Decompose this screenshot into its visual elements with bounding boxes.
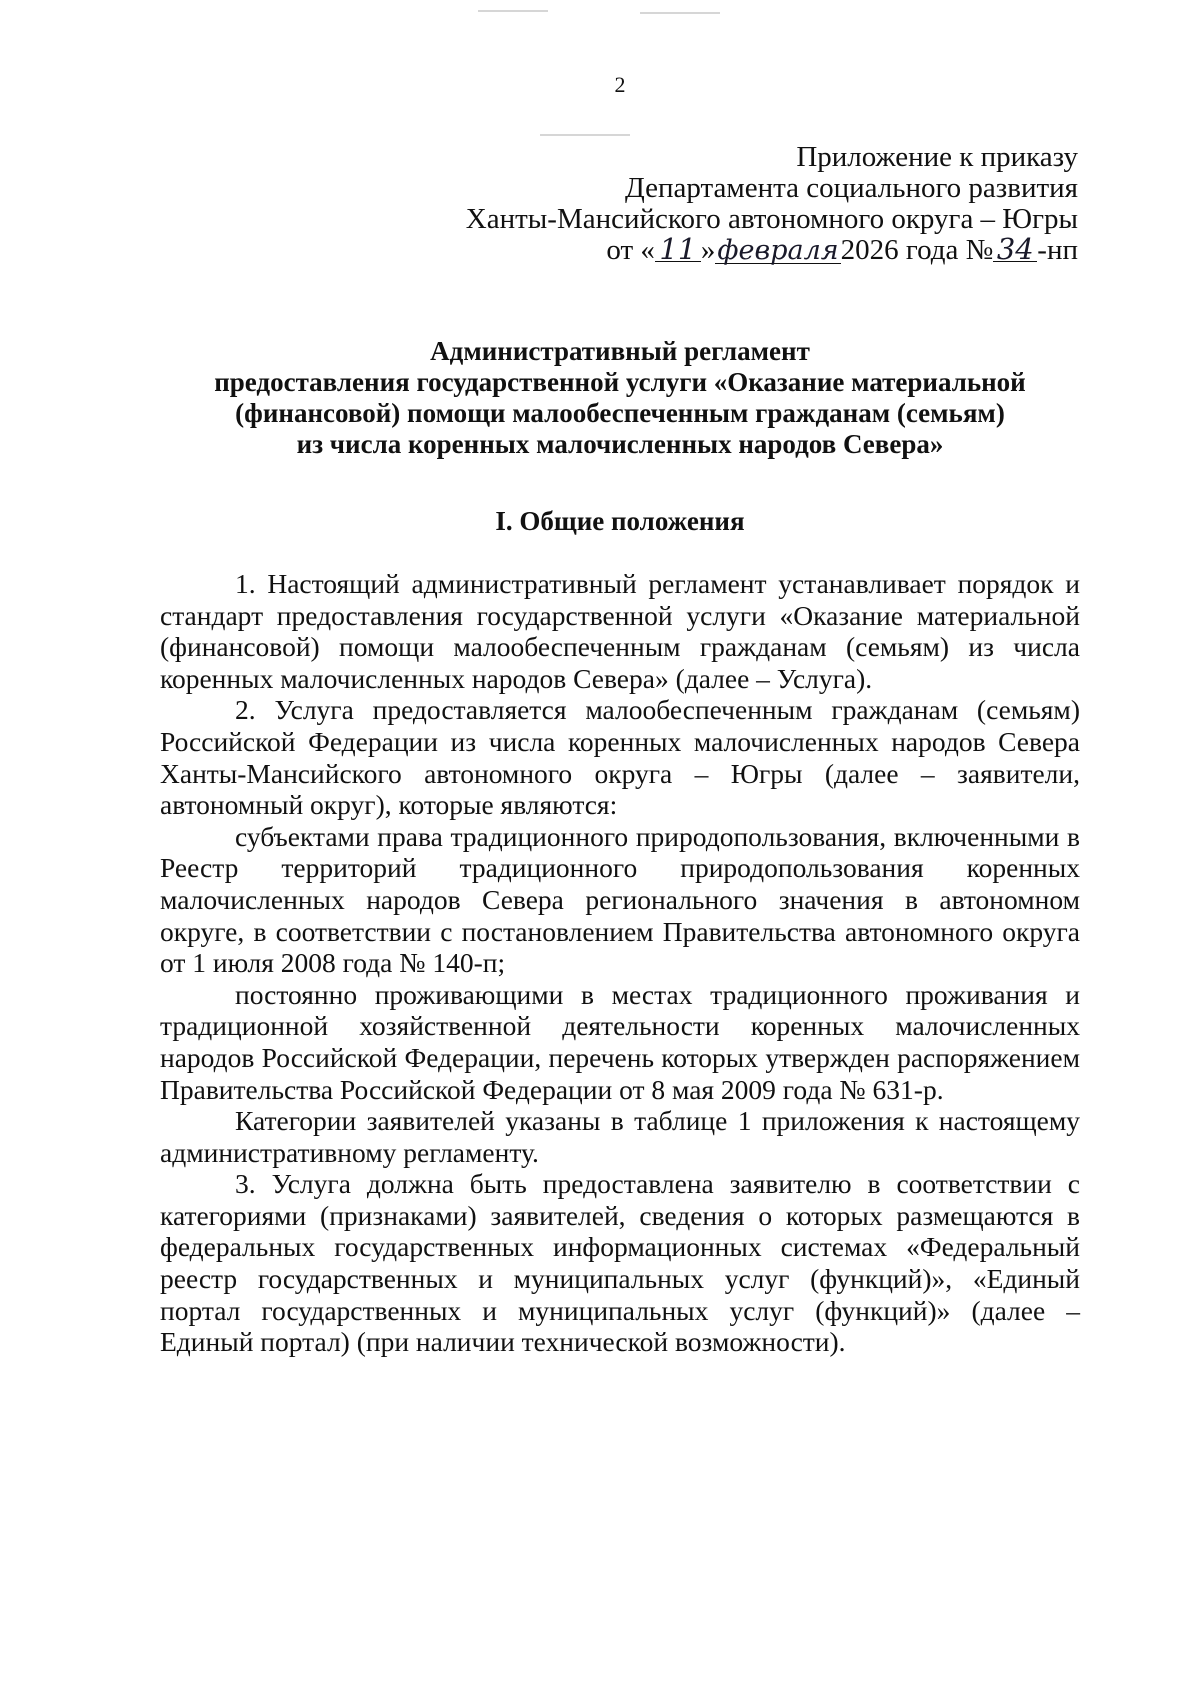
paragraph-6: 3. Услуга должна быть предоставлена заявителю в соответствии с категориями (признаками) заявителей, сведения о которых размещаются в федеральных государственных информационных системах «Федеральный реестр государственных и муниципальных услуг (функций)», «Единый портал государственных и муниципальных услуг (функций)» (далее – Единый портал) (при наличии технической возможности).: [160, 1168, 1080, 1358]
section-heading: I. Общие положения: [495, 506, 745, 536]
paragraph-4: постоянно проживающими в местах традиционного проживания и традиционной хозяйственной деятельности коренных малочисленных народов Российской Федерации, перечень которых утвержден распоряжением Правительства Российской Федерации от 8 мая 2009 года № 631-р.: [160, 978, 1080, 1105]
handwritten-month: февраля: [717, 235, 839, 266]
paragraph-3: субъектами права традиционного природопользования, включенными в Реестр территорий традиционного природопользования коренных малочисленных народов Севера регионального значения в автономном округе, в соответствии с постановлением Правительства автономного округа от 1 июля 2008 года № 140-п;: [160, 820, 1080, 979]
title-line-2: предоставления государственной услуги «Оказание материальной: [214, 367, 1026, 397]
paragraph-5: Категории заявителей указаны в таблице 1 приложения к настоящему административному регламенту.: [160, 1105, 1080, 1168]
approval-line-4: [378, 232, 1078, 266]
date-middle: »: [700, 234, 716, 266]
title-line-4: из числа коренных малочисленных народов Севера»: [296, 429, 944, 459]
body-text: [160, 568, 1080, 1358]
paragraph-2: 2. Услуга предоставляется малообеспеченным гражданам (семьям) Российской Федерации из числа коренных малочисленных народов Севера Ханты-Мансийского автономного округа – Югры (далее – заявители, автономный округ), которые являются:: [160, 694, 1080, 821]
date-year: 2026 года №: [840, 234, 994, 266]
approval-line-2: Департамента социального развития: [624, 172, 1078, 204]
date-prefix: от «: [606, 234, 655, 266]
approval-line-1: Приложение к приказу: [796, 141, 1078, 173]
doc-number-suffix: -нп: [1037, 234, 1078, 266]
approval-line-3: Ханты-Мансийского автономного округа – Югры: [465, 203, 1078, 235]
page-number: 2: [614, 72, 626, 97]
document-title: [160, 336, 1080, 460]
scan-noise: [640, 12, 720, 14]
title-line-1: Административный регламент: [430, 336, 810, 366]
scan-noise: [478, 10, 548, 12]
handwritten-day: 11: [655, 237, 701, 262]
handwritten-doc-number: 34: [993, 237, 1037, 262]
scan-noise: [540, 134, 630, 136]
paragraph-1: 1. Настоящий административный регламент устанавливает порядок и стандарт предоставления государственной услуги «Оказание материальной (финансовой) помощи малообеспеченным гражданам (семьям) из числа коренных малочисленных народов Севера» (далее – Услуга).: [160, 568, 1080, 694]
title-line-3: (финансовой) помощи малообеспеченным гражданам (семьям): [235, 398, 1005, 428]
approval-stamp-block: [378, 142, 1078, 266]
